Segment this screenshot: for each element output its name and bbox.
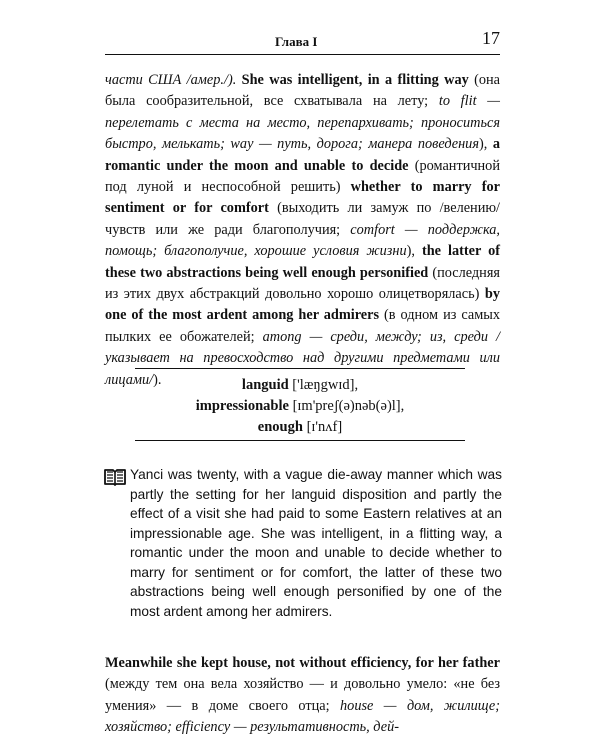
gloss-text: ).: [153, 371, 162, 388]
pronunciation-ipa: [ɪm'preʃ(ə)nəb(ə)l],: [288, 398, 405, 414]
pronunciation-word: enough: [257, 419, 303, 435]
gloss-paragraph: [105, 70, 500, 391]
gloss-text: ),: [406, 243, 422, 260]
page-number: 17: [482, 28, 500, 48]
gloss-text: (она была сообразительной, все схватывала на лету;: [105, 72, 501, 110]
book-icon: [104, 468, 126, 486]
pronunciation-entry: [100, 417, 500, 438]
divider-bottom: [135, 440, 465, 441]
gloss-text: ),: [478, 136, 493, 153]
pronunciation-entry: [100, 375, 500, 396]
chapter-title: Глава I: [275, 34, 318, 49]
pronunciation-entry: [100, 396, 500, 417]
original-english-paragraph: Yanci was twenty, with a vague die-away manner which was partly the setting for her languid disposition and partly the effect of a visit she had paid to some Eastern relatives at an impressionable age. She was intelligent, in a flitting way, a romantic under the moon and unable to decide whether to marry for sentiment or for comfort, the latter of these two abstractions being well enough personified by one of the most ardent among her admirers.: [130, 467, 502, 619]
gloss-text: (последняя из этих двух абстракций довольно хорошо олицетворялась): [105, 264, 500, 303]
gloss-paragraph-2: [105, 653, 500, 739]
page-header: [105, 30, 500, 55]
pronunciation-word: languid: [241, 377, 289, 393]
gloss-english: whether to marry for sentiment or for comfort: [105, 179, 500, 217]
divider-top: [135, 368, 465, 369]
pronunciation-ipa: [ɪ'nʌf]: [302, 419, 343, 435]
gloss-english: Meanwhile she kept house, not without efficiency, for her father: [105, 655, 500, 671]
gloss-vocab: to flit — перелетать с места на место, перепархивать; проноситься быстро, мелькать; way — путь, дорога; манера поведения: [105, 93, 500, 153]
pronunciation-ipa: ['læŋgwɪd],: [288, 377, 359, 393]
pronunciation-list: [100, 375, 500, 438]
gloss-english: She was intelligent, in a flitting way: [241, 72, 469, 88]
gloss-text: части США /амер./).: [105, 72, 242, 88]
gloss-text: (выходить ли замуж по /велению/ чувств или же ради благополучия;: [105, 200, 501, 238]
pronunciation-word: impressionable: [195, 398, 289, 414]
gloss-english: by one of the most ardent among her admirers: [105, 286, 500, 324]
gloss-text: (в одном из самых пылких ее обожателей;: [105, 307, 500, 345]
gloss-english: a romantic under the moon and unable to decide: [105, 136, 500, 174]
gloss-english: the latter of these two abstractions being well enough personified: [105, 243, 500, 281]
gloss-vocab: house — дом, жилище; хозяйство; efficiency — результативность, дей-: [105, 697, 500, 736]
gloss-vocab: comfort — поддержка, помощь; благополучие, хорошие условия жизни: [105, 221, 501, 260]
gloss-text: (романтичной под луной и неспособной решить): [105, 157, 500, 196]
gloss-text: (между тем она вела хозяйство — и довольно умело: «не без умения» — в доме своего отца;: [105, 676, 500, 714]
gloss-vocab: among — среди, между; из, среди /указывает на превосходство над другими предметами или лицами/: [105, 328, 500, 388]
